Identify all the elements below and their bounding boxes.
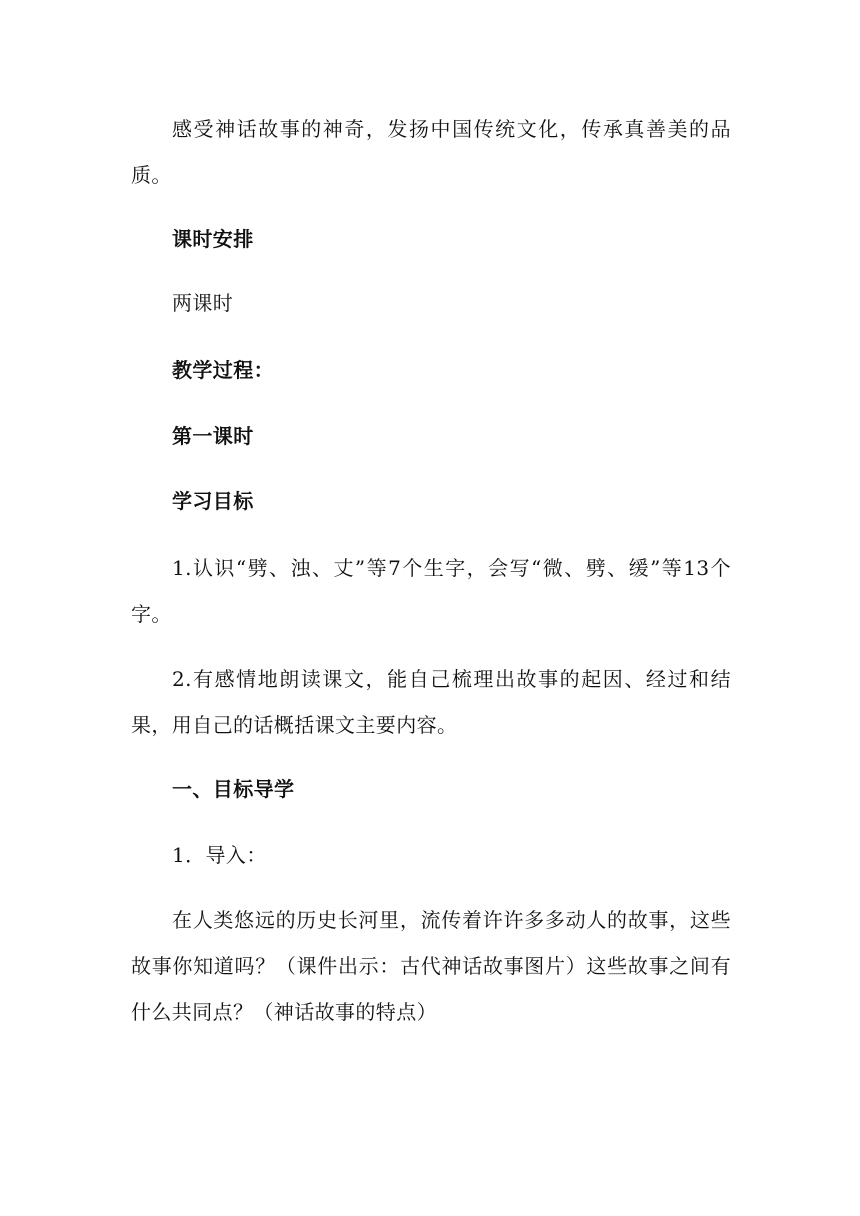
- paragraph-class-count: 两课时: [172, 291, 234, 315]
- goal-item-1: 1.认识“劈、浊、丈”等7个生字，会写“微、劈、缓”等13个字。: [131, 556, 731, 626]
- heading-goal-guidance: 一、目标导学: [172, 777, 295, 801]
- paragraph-values-goal: 感受神话故事的神奇，发扬中国传统文化，传承真善美的品质。: [131, 117, 731, 187]
- heading-learning-goals: 学习目标: [172, 489, 254, 513]
- heading-first-lesson: 第一课时: [172, 424, 254, 448]
- step-intro-label: 1．导入：: [172, 843, 267, 867]
- paragraph-intro-text: 在人类悠远的历史长河里，流传着许许多多动人的故事，这些故事你知道吗？（课件出示：古代神话故事图片）这些故事之间有什么共同点？（神话故事的特点）: [131, 908, 731, 1024]
- heading-class-arrangement: 课时安排: [172, 227, 254, 251]
- heading-teaching-process: 教学过程：: [172, 358, 274, 382]
- goal-item-2: 2.有感情地朗读课文，能自己梳理出故事的起因、经过和结果，用自己的话概括课文主要内容。: [131, 667, 731, 737]
